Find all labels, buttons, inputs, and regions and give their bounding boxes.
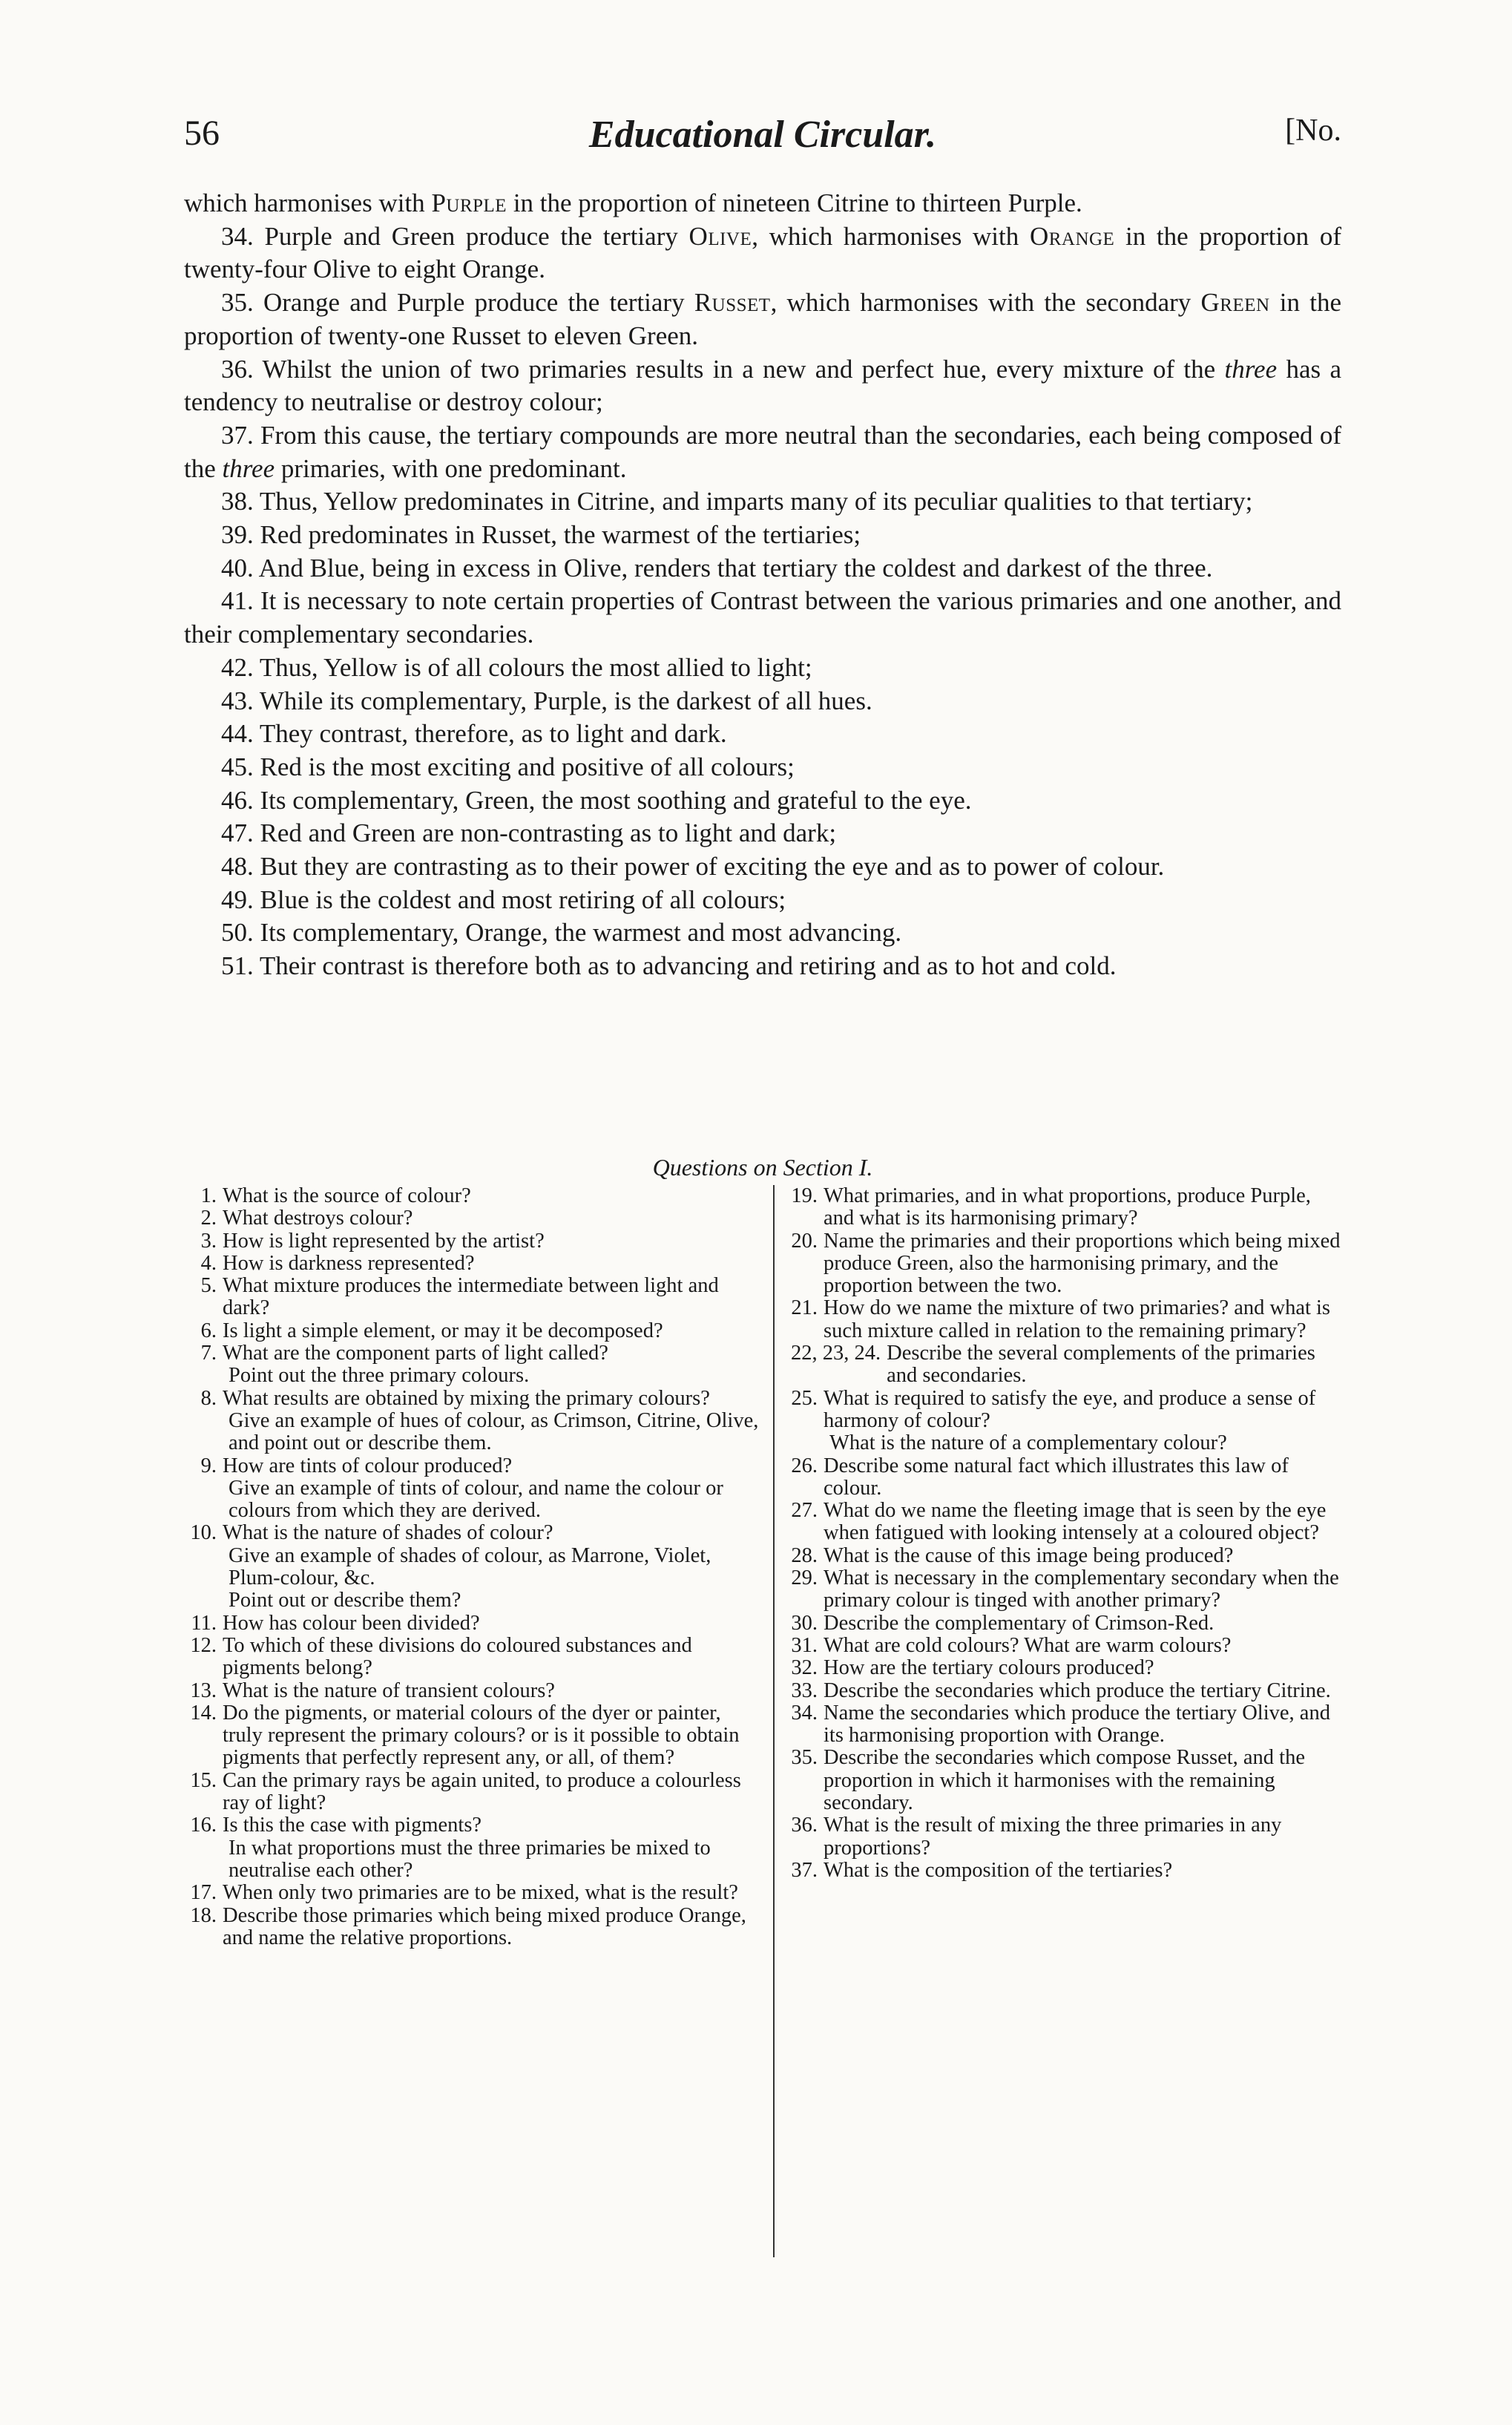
question-text: Describe some natural fact which illustrates this law of colour. [824,1454,1289,1500]
question-item: Give an example of hues of colour, as Crimson, Citrine, Olive, and point out or describe them. [229,1408,759,1455]
question-number: 27. [791,1499,818,1523]
question-item [184,1905,766,1950]
paragraph: 42. Thus, Yellow is of all colours the most allied to light; [221,652,812,682]
question-text: Describe the secondaries which produce the tertiary Citrine. [824,1679,1331,1702]
column-divider [773,1185,775,2257]
paragraph: 38. Thus, Yellow predominates in Citrine, and imparts many of its peculiar qualities to that tertiary; [221,487,1253,516]
paragraph: 46. Its complementary, Green, the most soothing and grateful to the eye. [221,785,972,815]
question-text: When only two primaries are to be mixed, what is the result? [223,1881,738,1905]
question-number: 26. [791,1454,818,1477]
question-number: 10. [190,1521,217,1545]
question-number: 5. [200,1274,217,1298]
question-number: 37. [791,1858,818,1882]
question-number: 33. [791,1679,818,1702]
question-item [184,1770,766,1815]
question-item [184,1455,766,1477]
questions-heading: Questions on Section I. [652,1154,873,1181]
questions-right-column [785,1185,1341,1882]
question-number: 19. [791,1184,818,1207]
paragraph: 39. Red predominates in Russet, the warmest of the tertiaries; [221,520,861,550]
question-item: Point out the three primary colours. [229,1364,530,1388]
question-item [184,1275,766,1320]
question-item [184,1702,766,1770]
question-number: 29. [791,1566,818,1590]
question-text: How is light represented by the artist? [223,1229,545,1253]
question-item: Point out or describe them? [229,1589,461,1612]
question-item [785,1500,1341,1545]
question-item [785,1567,1341,1612]
question-item [184,1207,766,1230]
question-text: What primaries, and in what proportions, produce Purple, and what is its harmonising primary? [824,1184,1311,1230]
question-item [184,1320,766,1342]
question-item [785,1680,1341,1702]
paragraph-36: 36. Whilst the union of two primaries results in a new and perfect hue, every mixture of the three has a tendency to neutralise or destroy colour; [184,354,1341,417]
question-number: 14. [190,1701,217,1725]
question-number: 35. [791,1746,818,1770]
question-number: 32. [791,1656,818,1680]
numbered-paragraphs [184,485,1341,983]
question-number: 13. [190,1679,217,1702]
question-item [184,1612,766,1635]
question-item [184,1882,766,1904]
question-number: 11. [191,1611,217,1635]
question-text: What is the nature of shades of colour? [223,1521,553,1545]
question-item [184,1185,766,1207]
question-item [184,1388,766,1410]
paragraph: 49. Blue is the coldest and most retiring of all colours; [221,885,786,914]
questions-left-column [184,1185,766,1949]
question-item [184,1635,766,1680]
question-item [184,1230,766,1253]
paragraph: 41. It is necessary to note certain properties of Contrast between the various primaries and one another, and their complementary secondaries. [184,586,1341,649]
question-text: How is darkness represented? [223,1251,475,1275]
question-number: 12. [190,1633,217,1657]
question-text: Is light a simple element, or may it be decomposed? [223,1319,663,1342]
page-number: 56 [184,114,220,153]
question-item [184,1522,766,1544]
question-text: Is this the case with pigments? [223,1814,482,1837]
question-text: Describe the several complements of the primaries and secondaries. [887,1342,1315,1388]
paragraph-continued: which harmonises with Purple in the proportion of nineteen Citrine to thirteen Purple. [184,188,1082,217]
question-text: What is the composition of the tertiaries? [824,1858,1173,1882]
question-number: 6. [200,1319,217,1342]
question-number: 2. [200,1207,217,1230]
question-item: What is the nature of a complementary colour? [829,1431,1227,1455]
paragraph: 48. But they are contrasting as to their power of exciting the eye and as to power of colour. [221,852,1165,882]
question-number: 1. [200,1184,217,1207]
question-item: Give an example of shades of colour, as Marrone, Violet, Plum-colour, &c. [229,1543,711,1590]
question-number: 22, 23, 24. [791,1342,881,1365]
question-text: How are the tertiary colours produced? [824,1656,1154,1680]
question-number: 30. [791,1611,818,1635]
question-item [184,1342,766,1365]
question-text: What is the source of colour? [223,1184,471,1207]
question-text: What is the nature of transient colours? [223,1679,555,1702]
question-number: 16. [190,1814,217,1837]
question-number: 25. [791,1386,818,1410]
question-item [785,1657,1341,1679]
question-item [785,1185,1341,1230]
question-number: 8. [200,1386,217,1410]
question-number: 20. [791,1229,818,1253]
running-number: [No. [1285,114,1341,148]
question-item [785,1814,1341,1860]
question-number: 4. [200,1251,217,1275]
running-title: Educational Circular. [588,114,937,156]
question-text: What mixture produces the intermediate between light and dark? [223,1274,719,1320]
question-item [785,1747,1341,1814]
question-text: What are cold colours? What are warm colours? [824,1633,1232,1657]
question-text: What results are obtained by mixing the primary colours? [223,1386,710,1410]
paragraph-37: 37. From this cause, the tertiary compounds are more neutral than the secondaries, each being composed of the three primaries, with one predominant. [184,420,1341,483]
question-number: 18. [190,1903,217,1927]
question-item [785,1545,1341,1567]
paragraph: 40. And Blue, being in excess in Olive, renders that tertiary the coldest and darkest of the three. [221,553,1213,583]
paragraph-35: 35. Orange and Purple produce the tertiary Russet, which harmonises with the secondary Green in the proportion of twenty-one Russet to eleven Green. [184,288,1342,350]
question-number: 28. [791,1543,818,1567]
question-text: What do we name the fleeting image that is seen by the eye when fatigued with looking intensely at a coloured object? [824,1499,1327,1545]
question-text: What destroys colour? [223,1207,413,1230]
question-text: How has colour been divided? [223,1611,480,1635]
question-item [785,1860,1341,1882]
main-text [184,187,1341,983]
question-number: 34. [791,1701,818,1725]
paragraph: 44. They contrast, therefore, as to light and dark. [221,719,727,749]
question-item [785,1635,1341,1657]
question-text: Describe those primaries which being mixed produce Orange, and name the relative proportions. [223,1903,746,1949]
question-item [785,1230,1341,1298]
question-number: 21. [791,1296,818,1320]
question-item [785,1702,1341,1748]
running-header [184,113,1341,180]
question-text: Name the secondaries which produce the tertiary Olive, and its harmonising proportion with Orange. [824,1701,1330,1748]
question-number: 36. [791,1814,818,1837]
question-item: In what proportions must the three primaries be mixed to neutralise each other? [229,1836,711,1882]
paragraph: 47. Red and Green are non-contrasting as to light and dark; [221,818,837,848]
question-item [785,1388,1341,1433]
paragraph: 51. Their contrast is therefore both as to advancing and retiring and as to hot and cold. [221,951,1117,981]
question-text: To which of these divisions do coloured substances and pigments belong? [223,1633,692,1680]
question-item [785,1297,1341,1342]
question-number: 3. [200,1229,217,1253]
question-text: Do the pigments, or material colours of the dyer or painter, truly represent the primary colours? or is it possible to obtain pigments that perfectly represent any, or all, of them? [223,1701,740,1770]
question-number: 17. [190,1881,217,1905]
paragraph: 45. Red is the most exciting and positive of all colours; [221,752,795,781]
question-text: What is the cause of this image being produced? [824,1543,1234,1567]
question-text: How do we name the mixture of two primaries? and what is such mixture called in relation to the remaining primary? [824,1296,1331,1342]
question-number: 31. [791,1633,818,1657]
question-number: 15. [190,1768,217,1792]
question-text: What is required to satisfy the eye, and produce a sense of harmony of colour? [824,1386,1316,1432]
question-text: Can the primary rays be again united, to produce a colourless ray of light? [223,1768,741,1815]
question-item [785,1342,1341,1388]
question-item [785,1612,1341,1635]
question-text: What is necessary in the complementary secondary when the primary colour is tinged with another primary? [824,1566,1339,1612]
question-text: Describe the secondaries which compose Russet, and the proportion in which it harmonises with the remaining secondary. [824,1746,1305,1815]
question-text: What is the result of mixing the three primaries in any proportions? [824,1814,1282,1860]
question-text: How are tints of colour produced? [223,1454,513,1477]
paragraph-34: 34. Purple and Green produce the tertiary Olive, which harmonises with Orange in the proportion of twenty-four Olive to eight Orange. [184,221,1341,284]
question-text: Name the primaries and their proportions which being mixed produce Green, also the harmonising primary, and the proportion between the two. [824,1229,1341,1298]
paragraph: 50. Its complementary, Orange, the warmest and most advancing. [221,918,902,948]
question-number: 7. [200,1342,217,1365]
paragraph: 43. While its complementary, Purple, is the darkest of all hues. [221,686,872,715]
question-item [184,1814,766,1837]
question-text: What are the component parts of light called? [223,1342,608,1365]
question-item: Give an example of tints of colour, and name the colour or colours from which they are derived. [229,1476,723,1523]
question-text: Describe the complementary of Crimson-Red. [824,1611,1214,1635]
question-item [184,1680,766,1702]
question-number: 9. [200,1454,217,1477]
question-item [184,1253,766,1275]
question-item [785,1455,1341,1500]
